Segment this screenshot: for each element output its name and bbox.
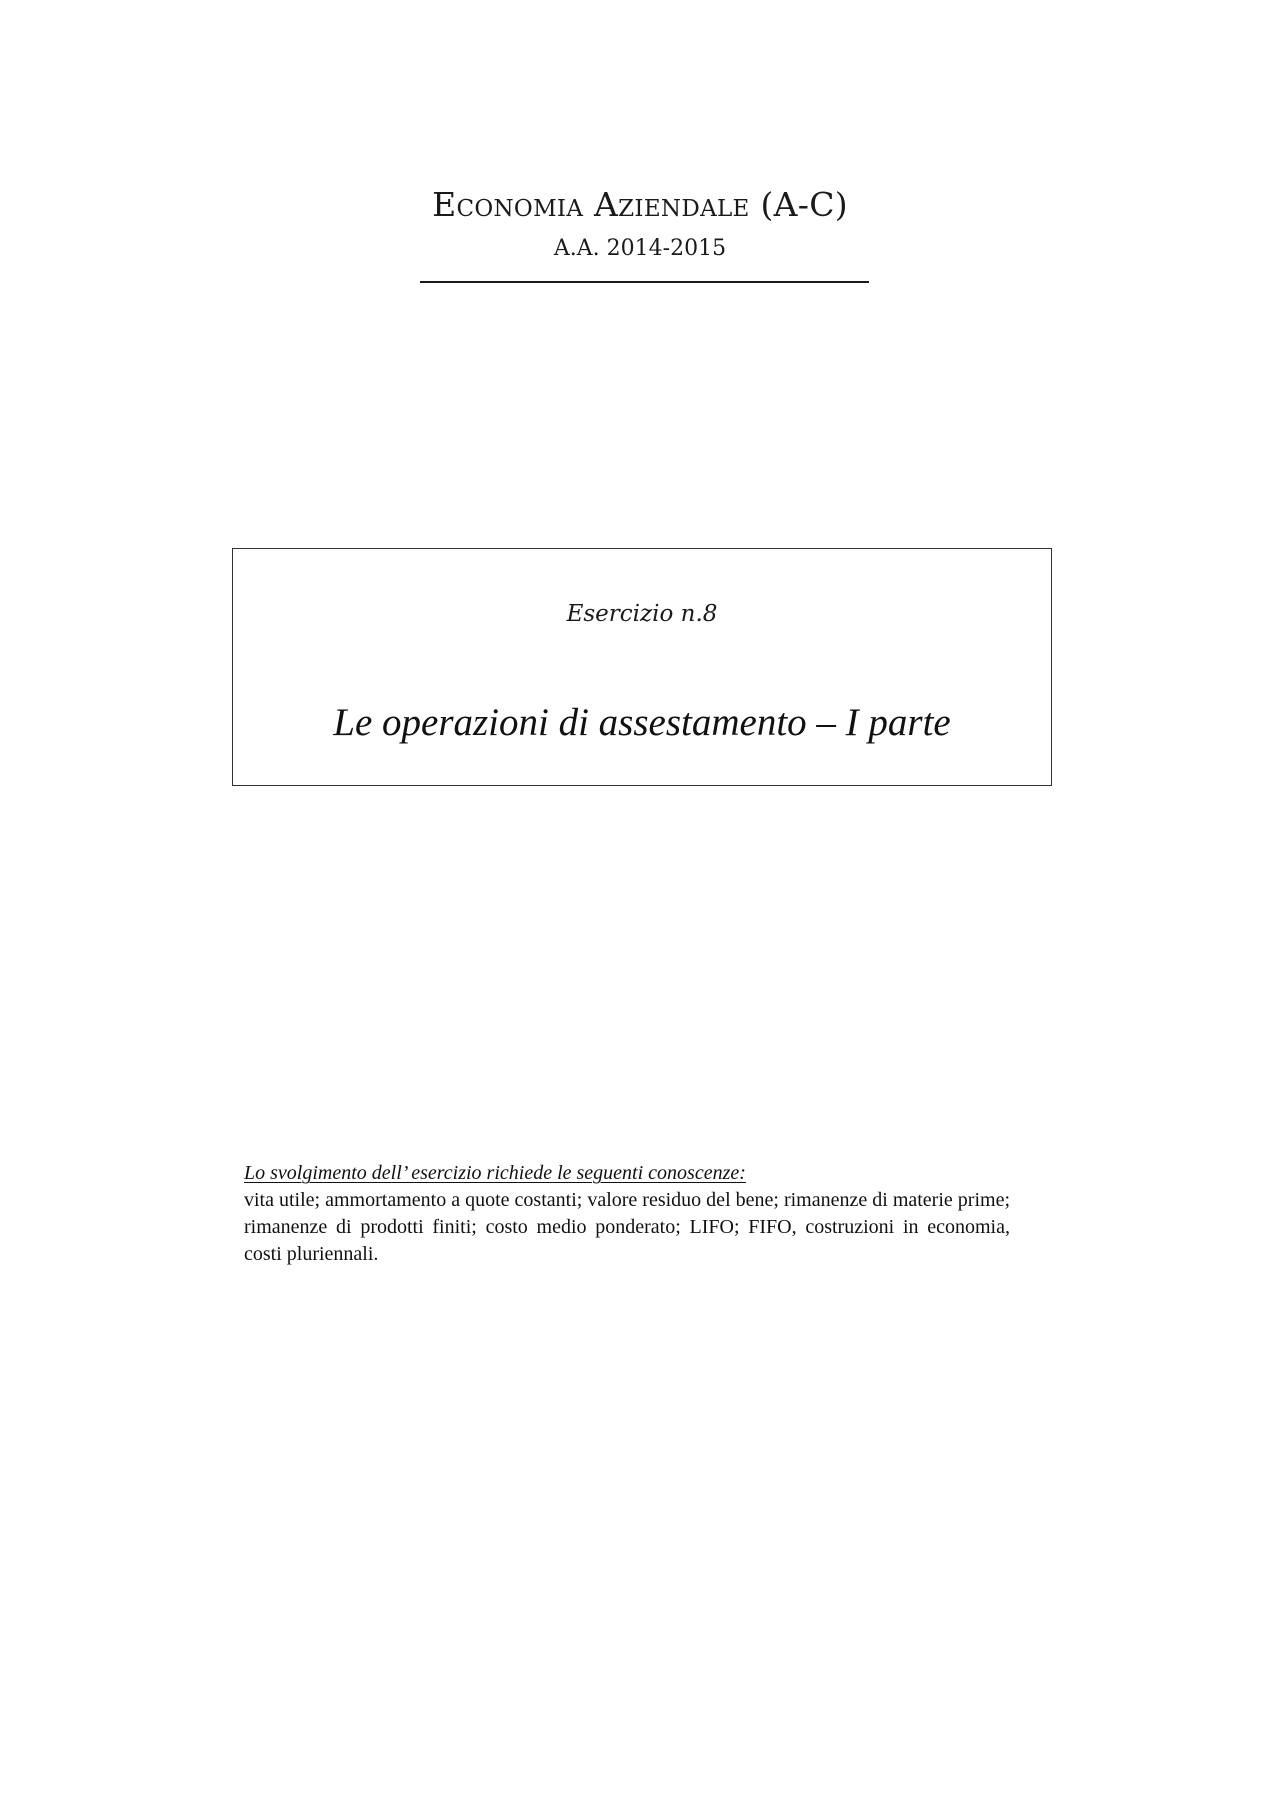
exercise-title: Le operazioni di assestamento – I parte [333,701,951,744]
document-header [0,182,1280,266]
requirements-body: vita utile; ammortamento a quote costanti; valore residuo del bene; rimanenze di materie prime; rimanenze di prodotti finiti; costo medio ponderato; LIFO; FIFO, costruzioni in economia, costi pluriennali. [244,1189,1010,1265]
requirements-heading: Lo svolgimento dell’ esercizio richiede le seguenti conoscenze: [244,1162,746,1184]
exercise-title-box [232,548,1052,786]
header-divider [420,281,869,283]
exercise-number: Esercizio n.8 [566,601,718,627]
academic-year: A.A. 2014-2015 [553,236,727,261]
requirements-section [244,1160,1010,1268]
course-title: Economia Aziendale (A-C) [432,185,848,224]
